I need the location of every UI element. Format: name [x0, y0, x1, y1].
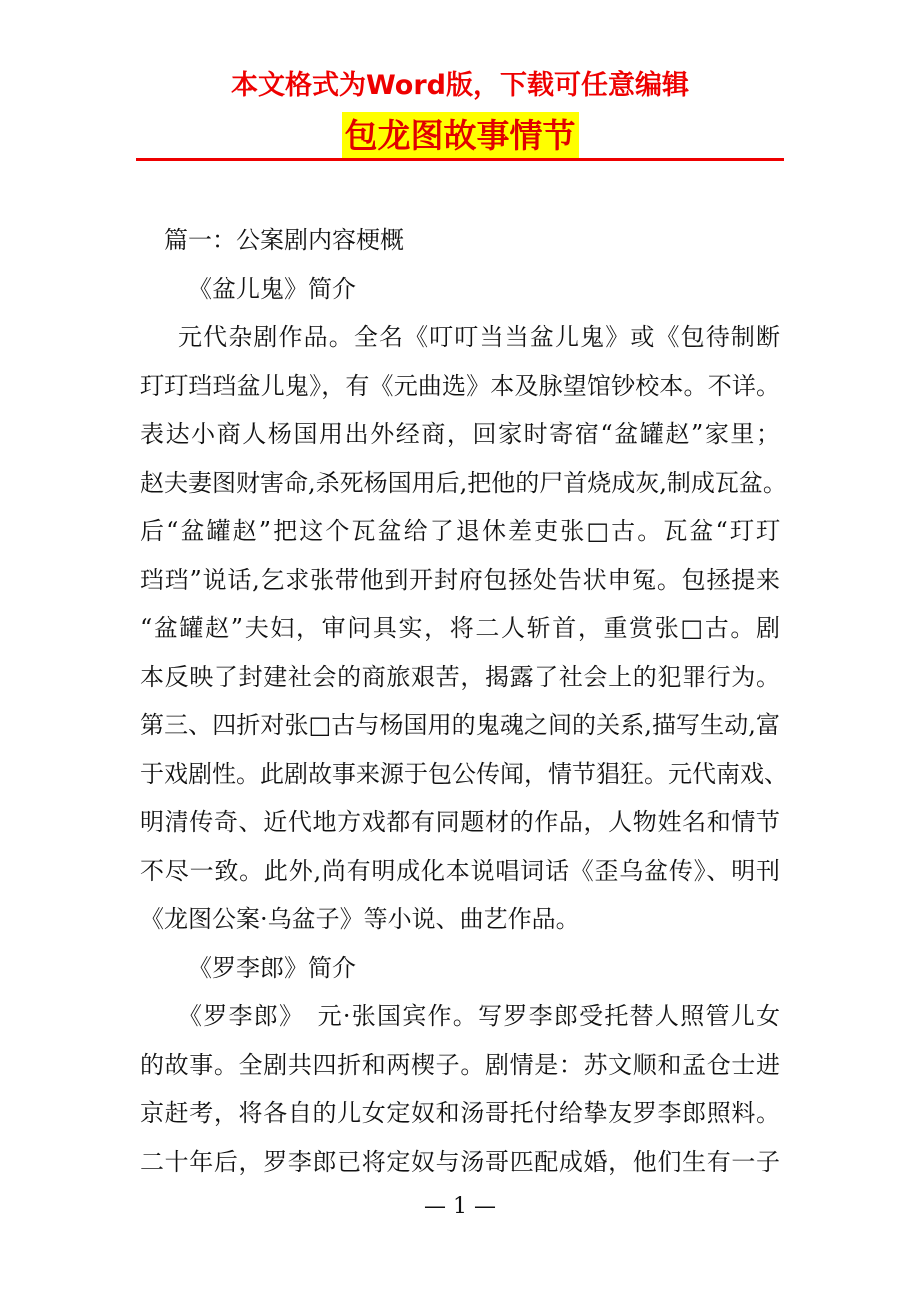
paragraph-line: 京赶考，将各自的儿女定奴和汤哥托付给挚友罗李郎照料。 — [140, 1099, 780, 1127]
subsection-heading: 《罗李郎》简介 — [188, 953, 356, 982]
subsection-heading: 《盆儿鬼》简介 — [188, 274, 356, 303]
title-divider — [136, 158, 784, 161]
format-notice-banner: 本文格式为Word版，下载可任意编辑 — [230, 70, 689, 101]
paragraph-line: “盆罐赵”夫妇，审问具实，将二人斩首，重赏张□古。剧 — [140, 614, 780, 642]
paragraph-line: 《龙图公案·乌盆子》等小说、曲艺作品。 — [140, 905, 580, 933]
paragraph-line: 不尽一致。此外,尚有明成化本说唱词话《歪乌盆传》、明刊 — [140, 856, 780, 885]
document-body — [140, 216, 788, 1186]
paragraph-line: 本反映了封建社会的商旅艰苦，揭露了社会上的犯罪行为。 — [140, 662, 780, 691]
paragraph-line: 二十年后，罗李郎已将定奴与汤哥匹配成婚，他们生有一子 — [140, 1147, 780, 1176]
paragraph-line: 赵夫妻图财害命,杀死杨国用后,把他的尸首烧成灰,制成瓦盆。 — [140, 468, 787, 497]
paragraph-line: 《罗李郎》 元·张国宾作。写罗李郎受托替人照管儿女 — [178, 1002, 780, 1030]
paragraph-line: 第三、四折对张□古与杨国用的鬼魂之间的关系,描写生动,富 — [140, 711, 780, 739]
page-number: — 1 — — [424, 1194, 496, 1219]
paragraph-line: 的故事。全剧共四折和两楔子。剧情是：苏文顺和孟仓士进 — [140, 1050, 780, 1079]
title-container — [0, 112, 920, 160]
paragraph-line: 后“盆罐赵”把这个瓦盆给了退休差吏张□古。瓦盆“玎玎 — [140, 517, 780, 545]
paragraph-line: 元代杂剧作品。全名《叮叮当当盆儿鬼》或《包待制断 — [178, 323, 780, 351]
section-heading: 篇一：公案剧内容梗概 — [164, 226, 404, 254]
paragraph-line: 玎玎珰珰盆儿鬼》，有《元曲选》本及脉望馆钞校本。不详。 — [140, 371, 780, 400]
paragraph-line: 于戏剧性。此剧故事来源于包公传闻，情节猖狂。元代南戏、 — [140, 759, 788, 788]
paragraph-line: 表达小商人杨国用出外经商，回家时寄宿“盆罐赵”家里； — [140, 420, 780, 448]
paragraph-line: 明清传奇、近代地方戏都有同题材的作品，人物姓名和情节 — [140, 808, 780, 836]
paragraph-line: 珰珰”说话,乞求张带他到开封府包拯处告状申冤。包拯提来 — [140, 565, 780, 594]
document-title: 包龙图故事情节 — [342, 112, 579, 160]
